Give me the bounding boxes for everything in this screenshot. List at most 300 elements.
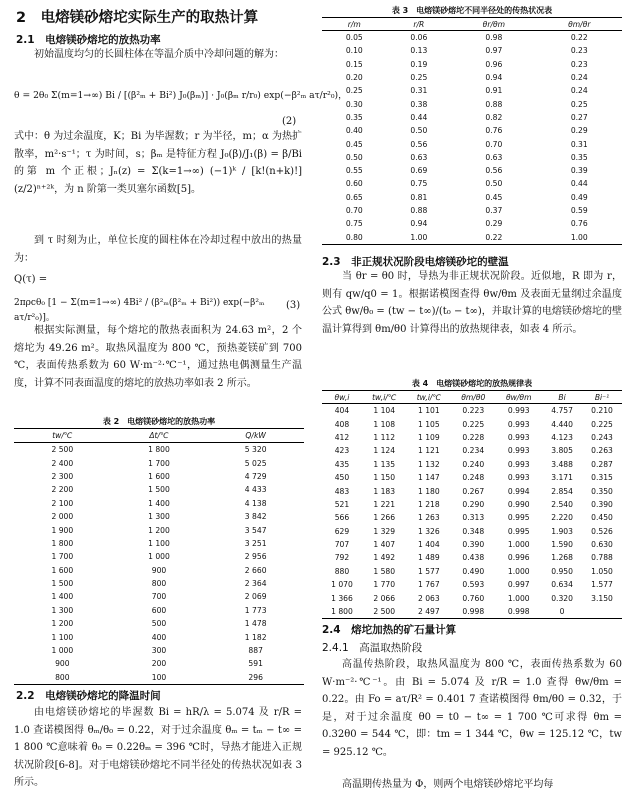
table-cell: 2.854 bbox=[551, 486, 573, 496]
table-cell: 0.35 bbox=[570, 152, 588, 162]
table-row bbox=[322, 404, 622, 418]
table-cell: 200 bbox=[151, 659, 167, 669]
table-cell: 0.63 bbox=[410, 152, 428, 162]
table-cell: 1 366 bbox=[331, 593, 353, 603]
table-row bbox=[14, 456, 304, 469]
table-2-header: Q/kW bbox=[245, 431, 266, 440]
table-cell: 0.70 bbox=[485, 139, 503, 149]
table-cell: 0.94 bbox=[410, 219, 428, 229]
table-cell: 0.438 bbox=[462, 553, 485, 563]
table-cell: 2 100 bbox=[51, 498, 74, 508]
table-cell: 1 478 bbox=[244, 619, 267, 629]
table-cell: 0.210 bbox=[591, 406, 613, 416]
table-cell: 0.25 bbox=[410, 73, 428, 83]
table-cell: 2 063 bbox=[417, 593, 440, 603]
table-cell: 0.80 bbox=[345, 232, 363, 242]
table-cell: 1 147 bbox=[417, 473, 440, 483]
table-4-header: tw,i/℃ bbox=[416, 392, 442, 402]
table-cell: 0.69 bbox=[410, 166, 428, 176]
table-cell: 0.44 bbox=[570, 179, 588, 189]
table-cell: 1 000 bbox=[51, 646, 74, 656]
table-2-header: tw/℃ bbox=[52, 431, 73, 440]
table-cell: 0.450 bbox=[591, 513, 613, 523]
table-cell: 792 bbox=[334, 553, 350, 563]
table-cell: 2 000 bbox=[51, 512, 74, 522]
table-4-header: tw,i/℃ bbox=[372, 392, 397, 402]
table-cell: 0.50 bbox=[345, 152, 363, 162]
paragraph-cooling-time: 由电熔镁砂熔坨的毕渥数 Bi = hR/λ = 5.074 及 r/R = 1.0 查诺模图得 θₘ/θ₀ = 0.22，对于过余温度 θₘ = tₘ − t∞ = 1 800 ℃意味着 θ₀ = 0.22θₘ = 396 ℃时，导热才能进入正规状况阶段[6-8]。对于电熔镁砂熔坨不同半径处的传热状况如表 3 所示。 bbox=[14, 707, 302, 788]
table-cell: 707 bbox=[334, 540, 350, 550]
table-3-caption: 表 3 电熔镁砂熔坨不同半径处的传热状况表 bbox=[391, 6, 553, 15]
table-cell: 0 bbox=[559, 607, 565, 617]
table-row bbox=[322, 538, 622, 551]
table-cell: 1.050 bbox=[591, 566, 613, 576]
table-cell: 0.240 bbox=[462, 459, 485, 469]
table-row bbox=[322, 111, 622, 124]
table-cell: 0.40 bbox=[345, 126, 363, 136]
table-cell: 1 121 bbox=[417, 446, 440, 456]
table-cell: 887 bbox=[248, 646, 263, 656]
table-row bbox=[322, 605, 622, 619]
table-cell: 0.997 bbox=[507, 580, 530, 590]
table-cell: 0.82 bbox=[485, 112, 503, 122]
table-cell: 3 251 bbox=[244, 538, 267, 548]
table-cell: 0.97 bbox=[485, 46, 503, 56]
table-row bbox=[322, 511, 622, 524]
table-cell: 1 132 bbox=[417, 459, 440, 469]
table-cell: 0.993 bbox=[507, 406, 530, 416]
table-4-header: θw/θm bbox=[506, 392, 532, 402]
table-cell: 296 bbox=[248, 672, 263, 682]
table-cell: 2 400 bbox=[51, 458, 74, 468]
table-cell: 0.993 bbox=[507, 459, 530, 469]
table-row bbox=[14, 483, 304, 496]
table-cell: 1 600 bbox=[148, 471, 170, 481]
table-row bbox=[322, 217, 622, 230]
table-cell: 0.263 bbox=[591, 446, 613, 456]
equation-2 bbox=[14, 88, 348, 103]
table-cell: 0.44 bbox=[410, 112, 428, 122]
table-cell: 0.22 bbox=[570, 33, 588, 43]
table-cell: 900 bbox=[151, 565, 167, 575]
subsection-title-2-4-1: 2.4.1 高温取热阶段 bbox=[322, 642, 423, 654]
table-row bbox=[14, 671, 304, 685]
table-cell: 0.228 bbox=[462, 432, 485, 442]
table-cell: 0.995 bbox=[507, 513, 530, 523]
table-cell: 0.70 bbox=[345, 206, 363, 215]
table-cell: 100 bbox=[151, 672, 167, 682]
table-row bbox=[322, 431, 622, 444]
table-cell: 0.31 bbox=[570, 139, 588, 149]
table-cell: 1 489 bbox=[417, 553, 440, 563]
table-cell: 1 221 bbox=[373, 499, 396, 509]
table-cell: 0.350 bbox=[591, 486, 613, 496]
table-cell: 0.20 bbox=[345, 73, 363, 83]
table-4 bbox=[322, 390, 622, 619]
table-cell: 0.234 bbox=[462, 446, 485, 456]
table-cell: 2 300 bbox=[51, 471, 74, 481]
table-cell: 3 842 bbox=[244, 512, 267, 522]
table-cell: 0.290 bbox=[462, 499, 485, 509]
table-cell: 1 767 bbox=[417, 580, 440, 590]
table-cell: 1 800 bbox=[148, 445, 170, 455]
table-cell: 0.37 bbox=[485, 206, 503, 215]
table-cell: 1 329 bbox=[373, 526, 396, 536]
table-row bbox=[14, 443, 304, 457]
table-row bbox=[322, 565, 622, 578]
table-cell: 450 bbox=[334, 473, 350, 483]
table-cell: 0.390 bbox=[462, 540, 485, 550]
table-cell: 521 bbox=[334, 499, 350, 509]
table-row bbox=[322, 137, 622, 150]
table-cell: 0.45 bbox=[345, 139, 363, 149]
table-cell: 0.993 bbox=[507, 419, 530, 429]
table-4-caption: 表 4 电熔镁砂熔坨的放热规律表 bbox=[411, 379, 533, 388]
table-3-header: θr/θm bbox=[482, 19, 506, 29]
table-cell: 0.993 bbox=[507, 432, 530, 442]
table-cell: 3.805 bbox=[551, 446, 573, 456]
equation-2-body: θ = 2θ₀ Σ(m=1→∞) Bi / [(β²ₘ + Bi²) J₀(βₘ)] · J₀(βₘ r/r₀) exp(−β²ₘ aτ/r²₀)， bbox=[14, 90, 348, 101]
section-title: 2 电熔镁砂熔坨实际生产的取热计算 bbox=[16, 10, 259, 26]
equation-2-number: (2) bbox=[282, 116, 297, 127]
table-cell: 5 320 bbox=[244, 445, 267, 455]
table-cell: 4.123 bbox=[551, 432, 573, 442]
table-cell: 1 400 bbox=[148, 498, 170, 508]
equation-3-number: (3) bbox=[286, 300, 301, 311]
table-cell: 3 547 bbox=[244, 525, 267, 535]
table-row bbox=[14, 590, 304, 603]
table-cell: 1 183 bbox=[373, 486, 396, 496]
table-cell: 629 bbox=[334, 526, 350, 536]
table-cell: 4 729 bbox=[244, 471, 267, 481]
table-cell: 0.22 bbox=[485, 232, 503, 242]
table-cell: 0.59 bbox=[570, 206, 588, 215]
table-cell: 2 500 bbox=[373, 607, 396, 617]
table-cell: 2.540 bbox=[551, 499, 573, 509]
table-cell: 1 112 bbox=[373, 432, 396, 442]
table-4-header: θw,i bbox=[334, 392, 350, 402]
table-cell: 1 770 bbox=[373, 580, 396, 590]
table-cell: 0.19 bbox=[410, 59, 428, 69]
table-row bbox=[322, 458, 622, 471]
table-cell: 0.593 bbox=[462, 580, 485, 590]
table-cell: 1 135 bbox=[373, 459, 396, 469]
table-cell: 1 404 bbox=[417, 540, 440, 550]
table-cell: 1 182 bbox=[244, 632, 267, 642]
table-2-caption: 表 2 电熔镁砂熔坨的放热功率 bbox=[102, 417, 216, 426]
table-cell: 0.996 bbox=[507, 553, 530, 563]
table-cell: 1 492 bbox=[373, 553, 396, 563]
table-cell: 400 bbox=[151, 632, 167, 642]
table-row bbox=[14, 564, 304, 577]
table-cell: 0.55 bbox=[345, 166, 363, 176]
table-row bbox=[14, 470, 304, 483]
table-cell: 1 580 bbox=[373, 566, 396, 576]
table-cell: 1.000 bbox=[507, 593, 530, 603]
table-cell: 500 bbox=[151, 619, 167, 629]
table-cell: 0.31 bbox=[410, 86, 428, 96]
table-row bbox=[322, 551, 622, 564]
table-cell: 1 900 bbox=[51, 525, 74, 535]
table-cell: 1.000 bbox=[507, 566, 530, 576]
table-4-header: Bi bbox=[558, 392, 566, 402]
table-cell: 0.96 bbox=[485, 59, 503, 69]
table-row bbox=[14, 630, 304, 643]
table-cell: 3.171 bbox=[551, 473, 573, 483]
table-cell: 0.25 bbox=[570, 99, 588, 109]
table-cell: 2 500 bbox=[51, 445, 74, 455]
table-row bbox=[14, 537, 304, 550]
table-cell: 0.88 bbox=[485, 99, 503, 109]
table-cell: 1 500 bbox=[148, 485, 170, 495]
table-cell: 1 070 bbox=[331, 580, 353, 590]
table-2 bbox=[14, 428, 304, 685]
table-row bbox=[322, 484, 622, 497]
table-cell: 0.348 bbox=[462, 526, 485, 536]
table-cell: 0.24 bbox=[570, 86, 588, 96]
table-row bbox=[322, 444, 622, 457]
table-cell: 1 200 bbox=[51, 619, 74, 629]
paragraph-wall-temperature: 当 θr = θ0 时，导热为非正规状况阶段。近似地，R 即为 r，则有 qw/q0 = 1。根据诺模图查得 θw/θm 及表面无量纲过余温度公式 θw/θ₀ = (tw − t∞)/(t₀ − t∞)，并取计算的电熔镁砂熔坨的壁温计算得到 θm/θ0 计算得出的放热规律表，如表 4 所示。 bbox=[322, 271, 622, 335]
table-cell: 1.00 bbox=[570, 232, 588, 242]
table-cell: 4.440 bbox=[551, 419, 573, 429]
table-cell: 0.995 bbox=[507, 526, 530, 536]
table-cell: 1 326 bbox=[417, 526, 440, 536]
table-cell: 900 bbox=[55, 659, 70, 669]
table-row bbox=[322, 164, 622, 177]
table-cell: 1 218 bbox=[417, 499, 440, 509]
table-cell: 4.757 bbox=[551, 406, 573, 416]
table-row bbox=[322, 44, 622, 57]
subsection-title-2-4: 2.4 熔坨加热的矿石量计算 bbox=[322, 624, 457, 636]
table-cell: 0.06 bbox=[410, 33, 428, 43]
paragraph-heat-transfer: 高温期传热量为 Φ，则两个电熔镁砂熔坨平均每 bbox=[342, 779, 554, 790]
table-cell: 1 407 bbox=[373, 540, 396, 550]
table-cell: 0.50 bbox=[485, 179, 503, 189]
table-cell: 1 400 bbox=[51, 592, 74, 602]
table-cell: 0.390 bbox=[591, 499, 613, 509]
table-cell: 0.950 bbox=[551, 566, 573, 576]
table-cell bbox=[582, 605, 622, 619]
table-cell: 1 101 bbox=[417, 406, 440, 416]
table-cell: 0.24 bbox=[570, 73, 588, 83]
table-cell: 0.788 bbox=[591, 553, 613, 563]
table-row bbox=[322, 58, 622, 71]
table-row bbox=[14, 604, 304, 617]
table-cell: 1 700 bbox=[148, 458, 170, 468]
table-cell: 800 bbox=[55, 672, 70, 682]
table-cell: 1 100 bbox=[51, 632, 74, 642]
table-cell: 1.000 bbox=[507, 540, 530, 550]
table-cell: 1.268 bbox=[551, 553, 573, 563]
table-cell: 2 660 bbox=[244, 565, 267, 575]
table-cell: 1 100 bbox=[148, 538, 170, 548]
table-row bbox=[14, 497, 304, 510]
table-cell: 0.225 bbox=[462, 419, 485, 429]
table-row bbox=[322, 191, 622, 204]
table-cell: 700 bbox=[151, 592, 167, 602]
table-cell: 0.27 bbox=[570, 112, 588, 122]
table-cell: 0.990 bbox=[507, 499, 530, 509]
table-3-header: θm/θr bbox=[568, 19, 591, 29]
table-cell: 0.993 bbox=[507, 473, 530, 483]
table-row bbox=[322, 71, 622, 84]
table-cell: 1 108 bbox=[373, 419, 396, 429]
table-cell: 1 300 bbox=[148, 512, 170, 522]
table-cell: 0.60 bbox=[345, 179, 363, 189]
table-row bbox=[322, 204, 622, 217]
table-cell: 566 bbox=[334, 513, 350, 523]
equation-3-lhs: Q(τ) = bbox=[14, 274, 48, 285]
table-cell: 1 500 bbox=[51, 579, 74, 589]
table-cell: 0.994 bbox=[507, 486, 530, 496]
table-cell: 0.223 bbox=[462, 406, 485, 416]
table-cell: 1 150 bbox=[373, 473, 396, 483]
table-cell: 412 bbox=[334, 432, 350, 442]
table-cell: 0.313 bbox=[462, 513, 485, 523]
table-cell: 0.526 bbox=[591, 526, 613, 536]
table-cell: 0.75 bbox=[410, 179, 428, 189]
table-cell: 2 497 bbox=[417, 607, 440, 617]
table-cell: 435 bbox=[334, 459, 350, 469]
table-cell: 0.998 bbox=[462, 607, 485, 617]
table-cell: 0.29 bbox=[485, 219, 503, 229]
table-cell: 1 773 bbox=[244, 605, 267, 615]
subsection-title-2-2: 2.2 电熔镁砂熔坨的降温时间 bbox=[16, 690, 161, 702]
table-cell: 1 266 bbox=[373, 513, 396, 523]
paragraph-heat-released: 到 τ 时刻为止，单位长度的圆柱体在冷却过程中放出的热量为： bbox=[14, 235, 302, 264]
table-cell: 0.630 bbox=[591, 540, 613, 550]
table-row bbox=[322, 417, 622, 430]
table-cell: 0.490 bbox=[462, 566, 485, 576]
table-3-header: r/m bbox=[347, 19, 361, 29]
table-row bbox=[322, 177, 622, 190]
table-cell: 2.220 bbox=[551, 513, 573, 523]
table-cell: 0.63 bbox=[485, 152, 503, 162]
table-cell: 483 bbox=[334, 486, 350, 496]
table-cell: 0.38 bbox=[410, 99, 428, 109]
table-cell: 0.49 bbox=[570, 192, 588, 202]
table-cell: 0.267 bbox=[462, 486, 485, 496]
table-row bbox=[322, 230, 622, 244]
table-cell: 1 700 bbox=[51, 552, 74, 562]
table-row bbox=[322, 84, 622, 97]
table-cell: 0.30 bbox=[345, 99, 363, 109]
table-cell: 4 433 bbox=[244, 485, 267, 495]
table-cell: 0.248 bbox=[462, 473, 485, 483]
table-row bbox=[322, 124, 622, 137]
table-cell: 1 200 bbox=[148, 525, 170, 535]
table-cell: 0.998 bbox=[507, 607, 530, 617]
table-cell: 0.81 bbox=[410, 192, 428, 202]
table-row bbox=[322, 591, 622, 604]
table-cell: 0.50 bbox=[410, 126, 428, 136]
table-row bbox=[322, 525, 622, 538]
table-cell: 0.76 bbox=[485, 126, 503, 136]
table-cell: 0.45 bbox=[485, 192, 503, 202]
table-row bbox=[14, 577, 304, 590]
table-cell: 591 bbox=[248, 659, 263, 669]
table-cell: 0.23 bbox=[570, 59, 588, 69]
table-cell: 2 364 bbox=[244, 579, 267, 589]
table-cell: 0.35 bbox=[345, 112, 363, 122]
table-row bbox=[322, 151, 622, 164]
table-row bbox=[322, 471, 622, 484]
table-3 bbox=[322, 17, 622, 245]
table-cell: 0.287 bbox=[591, 459, 613, 469]
table-cell: 3.150 bbox=[591, 593, 613, 603]
table-cell: 0.98 bbox=[485, 33, 503, 43]
table-cell: 0.25 bbox=[345, 86, 363, 96]
table-row bbox=[14, 523, 304, 536]
table-row bbox=[322, 31, 622, 45]
paragraph-high-temp-stage: 高温传热阶段，取热风温度为 800 ℃，表面传热系数为 60 W·m⁻²·℃⁻¹。由 Bi = 5.074 及 r/R = 1.0 查得 θw/θm = 0.22。由 Fo = aτ/R² = 0.401 7 查诺模图得 θm/θ0 = 0.32，于是，对于过余温度 θ0 = t0 − t∞ = 1 700 ℃可求得 θm = 0.32θ0 = 544 ℃，即：tm = 1 344 ℃，θw = 125.12 ℃，tw = 925.12 ℃。 bbox=[322, 659, 622, 758]
table-row bbox=[14, 644, 304, 657]
table-cell: 423 bbox=[334, 446, 350, 456]
table-cell: 0.75 bbox=[345, 219, 363, 229]
table-row bbox=[14, 550, 304, 563]
table-cell: 2 066 bbox=[373, 593, 396, 603]
table-cell: 1 124 bbox=[373, 446, 396, 456]
table-row bbox=[14, 617, 304, 630]
table-cell: 1 105 bbox=[417, 419, 440, 429]
table-cell: 0.15 bbox=[345, 59, 363, 69]
table-cell: 1 800 bbox=[51, 538, 74, 548]
subsection-title-2-1: 2.1 电熔镁砂熔坨的放热功率 bbox=[16, 34, 161, 46]
table-cell: 1 800 bbox=[331, 607, 353, 617]
table-row bbox=[322, 97, 622, 110]
paragraph-symbols: 式中：θ 为过余温度，K；Bi 为毕渥数；r 为半径，m；α 为热扩散率，m²·s⁻¹；τ 为时间，s；βₘ 是特征方程 J₀(β)/J₁(β) = β/Bi 的第 m 个正根；Jₙ(z) = Σ(k=1→∞) (−1)ᵏ / [k!(n+k)!] (z/2)ⁿ⁺²ᵏ，为 n 阶第一类贝塞尔函数[5]。 bbox=[14, 131, 302, 195]
table-cell: 0.05 bbox=[345, 33, 363, 43]
table-cell: 0.320 bbox=[551, 593, 573, 603]
table-cell: 1.577 bbox=[591, 580, 613, 590]
table-cell: 0.225 bbox=[591, 419, 613, 429]
table-cell: 800 bbox=[151, 579, 167, 589]
table-cell: 0.88 bbox=[410, 206, 428, 215]
table-cell: 0.760 bbox=[462, 593, 485, 603]
table-cell: 880 bbox=[334, 566, 350, 576]
equation-3: 2πρcθ₀ [1 − Σ(m=1→∞) 4Bi² / (β²ₘ(β²ₘ + Bi²)) exp(−β²ₘ aτ/r²₀)]。 bbox=[14, 298, 265, 323]
table-cell: 0.56 bbox=[485, 166, 503, 176]
table-cell: 404 bbox=[334, 406, 350, 416]
table-cell: 1 104 bbox=[373, 406, 396, 416]
paragraph-intro: 初始温度均匀的长圆柱体在等温介质中冷却问题的解为： bbox=[34, 49, 284, 60]
table-cell: 0.39 bbox=[570, 166, 588, 176]
table-cell: 408 bbox=[334, 419, 350, 429]
table-cell: 1.590 bbox=[551, 540, 573, 550]
table-row bbox=[322, 498, 622, 511]
table-cell: 0.243 bbox=[591, 432, 613, 442]
table-row bbox=[14, 657, 304, 670]
table-cell: 1 263 bbox=[417, 513, 440, 523]
table-cell: 0.23 bbox=[570, 46, 588, 56]
table-cell: 600 bbox=[151, 605, 167, 615]
table-row bbox=[14, 510, 304, 523]
table-row bbox=[322, 578, 622, 591]
table-cell: 1.903 bbox=[551, 526, 573, 536]
paragraph-measurement: 根据实际测量，每个熔坨的散热表面积为 24.63 m²，2 个熔坨为 49.26 m²。取热风温度为 800 ℃，预热菱镁矿到 700 ℃，表面传热系数为 60 W·m⁻²·℃⁻¹，通过热电偶测量生产温度，计算不同表面温度的熔坨的放热功率如表 2 所示。 bbox=[14, 325, 302, 389]
table-3-header: r/R bbox=[413, 19, 425, 29]
table-cell: 0.94 bbox=[485, 73, 503, 83]
table-cell: 4 138 bbox=[244, 498, 267, 508]
table-cell: 300 bbox=[151, 646, 167, 656]
table-cell: 1 000 bbox=[148, 552, 170, 562]
table-cell: 5 025 bbox=[244, 458, 267, 468]
table-2-header: Δt/℃ bbox=[149, 431, 169, 440]
table-cell: 2 200 bbox=[51, 485, 74, 495]
table-4-header: Bi⁻¹ bbox=[594, 392, 610, 402]
table-cell: 1 109 bbox=[417, 432, 440, 442]
